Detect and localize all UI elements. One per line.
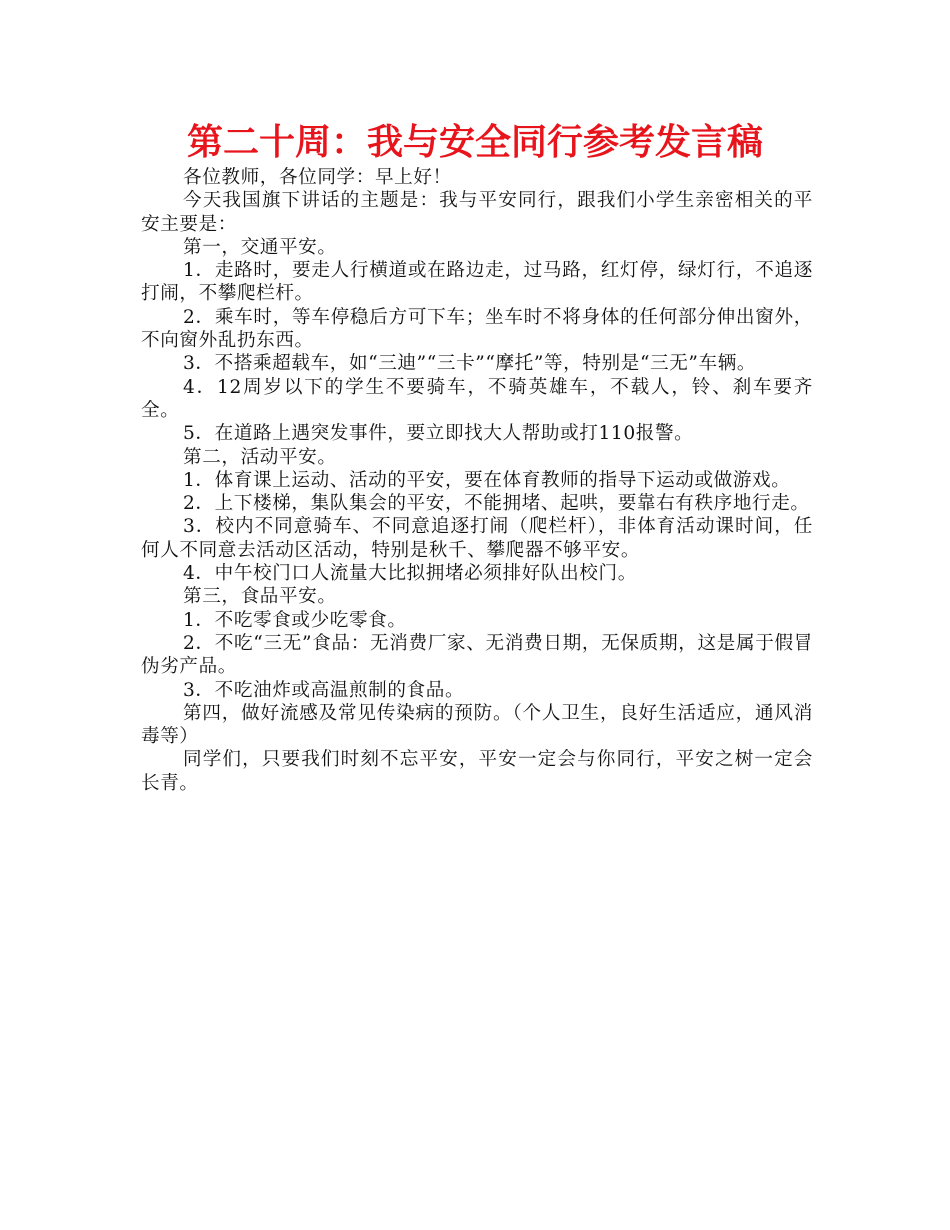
intro-paragraph: 今天我国旗下讲话的主题是：我与平安同行，跟我们小学生亲密相关的平安主要是： [141,190,813,235]
list-item: 5．在道路上遇突发事件，要立即找大人帮助或打110报警。 [183,423,694,445]
greeting-paragraph: 各位教师，各位同学：早上好！ [183,167,452,188]
document-title: 第二十周：我与安全同行参考发言稿 [186,122,763,163]
document-body [141,166,813,795]
section-heading-traffic: 第一，交通平安。 [183,236,337,258]
list-item: 4．中午校门口人流量大比拟拥堵必须排好队出校门。 [183,563,637,585]
list-item: 3．不搭乘超载车，如“三迪”“三卡”“摩托”等，特别是“三无”车辆。 [183,353,757,375]
closing-paragraph: 同学们，只要我们时刻不忘平安，平安一定会与你同行，平安之树一定会长青。 [141,749,813,794]
list-item: 1．不吃零食或少吃零食。 [183,609,407,631]
list-item: 3．不吃油炸或高温煎制的食品。 [183,679,465,701]
section-heading-disease: 第四，做好流感及常见传染病的预防。（个人卫生，良好生活适应，通风消毒等） [141,702,813,748]
section-heading-food: 第三，食品平安。 [183,586,337,608]
list-item: 4．12周岁以下的学生不要骑车，不骑英雄车，不载人，铃、刹车要齐全。 [141,376,813,421]
list-item: 3．校内不同意骑车、不同意追逐打闹（爬栏杆），非体育活动课时间，任何人不同意去活动区活动，特别是秋千、攀爬器不够平安。 [141,516,813,561]
list-item: 1．走路时，要走人行横道或在路边走，过马路，红灯停，绿灯行，不追逐打闹，不攀爬栏杆。 [141,260,813,305]
list-item: 1．体育课上运动、活动的平安，要在体育教师的指导下运动或做游戏。 [183,469,791,491]
list-item: 2．不吃“三无”食品：无消费厂家、无消费日期，无保质期，这是属于假冒伪劣产品。 [141,632,813,678]
section-heading-activity: 第二，活动平安。 [183,446,337,468]
list-item: 2．乘车时，等车停稳后方可下车；坐车时不将身体的任何部分伸出窗外，不向窗外乱扔东西。 [141,306,813,352]
list-item: 2．上下楼梯，集队集会的平安，不能拥堵、起哄，要靠右有秩序地行走。 [183,493,810,515]
